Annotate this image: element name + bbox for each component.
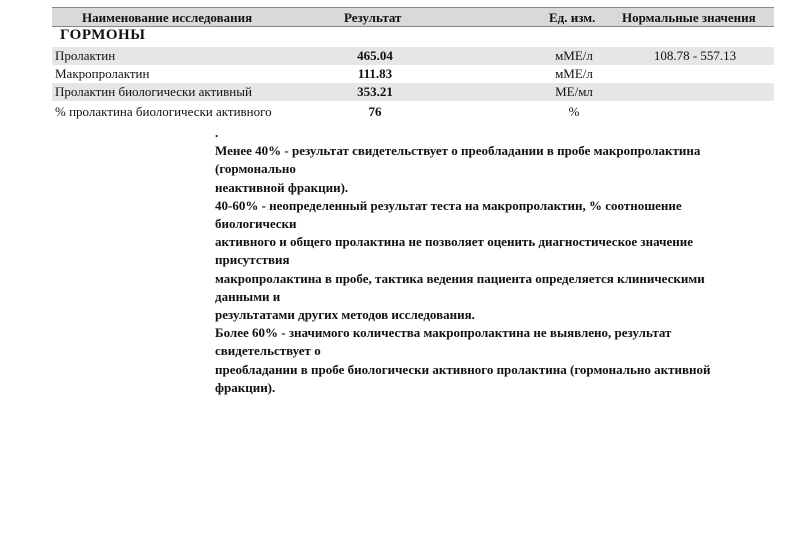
comment-line: (гормонально [215, 161, 296, 177]
row-name: Макропролактин [55, 66, 150, 81]
section-title: ГОРМОНЫ [60, 27, 146, 43]
row-result: 76 [368, 104, 382, 119]
comment-line: биологически [215, 216, 297, 232]
comment-line: данными и [215, 288, 281, 304]
table-row [52, 47, 774, 65]
comment-line: . [215, 125, 219, 140]
row-norm: 108.78 - 557.13 [653, 48, 737, 63]
comment-line: макропролактина в пробе, тактика ведения пациента определяется клиническими [215, 270, 705, 286]
comment-line: результатами других методов исследования. [215, 307, 475, 323]
row-name: % пролактина биологически активного [55, 104, 272, 119]
comment-line: Менее 40% - результат свидетельствует о преобладании в пробе макропролактина [215, 143, 701, 159]
comment-line: 40-60% - неопределенный результат теста на макропролактин, % соотношение [215, 197, 682, 213]
header-result: Результат [344, 10, 402, 25]
row-result: 465.04 [357, 48, 393, 63]
row-name: Пролактин [55, 48, 116, 63]
interpretation-comment [215, 124, 775, 397]
comment-line: неактивной фракции). [215, 179, 349, 195]
table-row [52, 83, 774, 101]
row-unit: % [568, 104, 580, 119]
comment-line: свидетельствует о [215, 343, 321, 359]
header-unit: Ед. изм. [549, 10, 596, 25]
comment-line: Более 60% - значимого количества макропролактина не выявлено, результат [215, 325, 672, 341]
row-unit: МЕ/мл [555, 84, 593, 99]
row-result: 111.83 [357, 66, 393, 81]
row-result: 353.21 [357, 84, 393, 99]
header-norm: Нормальные значения [622, 10, 756, 25]
comment-line: фракции). [215, 379, 276, 395]
comment-line: присутствия [215, 252, 290, 268]
comment-line: преобладании в пробе биологически активного пролактина (гормонально активной [215, 361, 711, 377]
table-header [52, 7, 774, 27]
header-name: Наименование исследования [82, 10, 253, 25]
row-unit: мМЕ/л [555, 48, 593, 63]
table-row [52, 103, 774, 121]
comment-line: активного и общего пролактина не позволяет оценить диагностическое значение [215, 234, 693, 250]
row-name: Пролактин биологически активный [55, 84, 252, 99]
row-unit: мМЕ/л [555, 66, 593, 81]
table-row [52, 65, 774, 83]
